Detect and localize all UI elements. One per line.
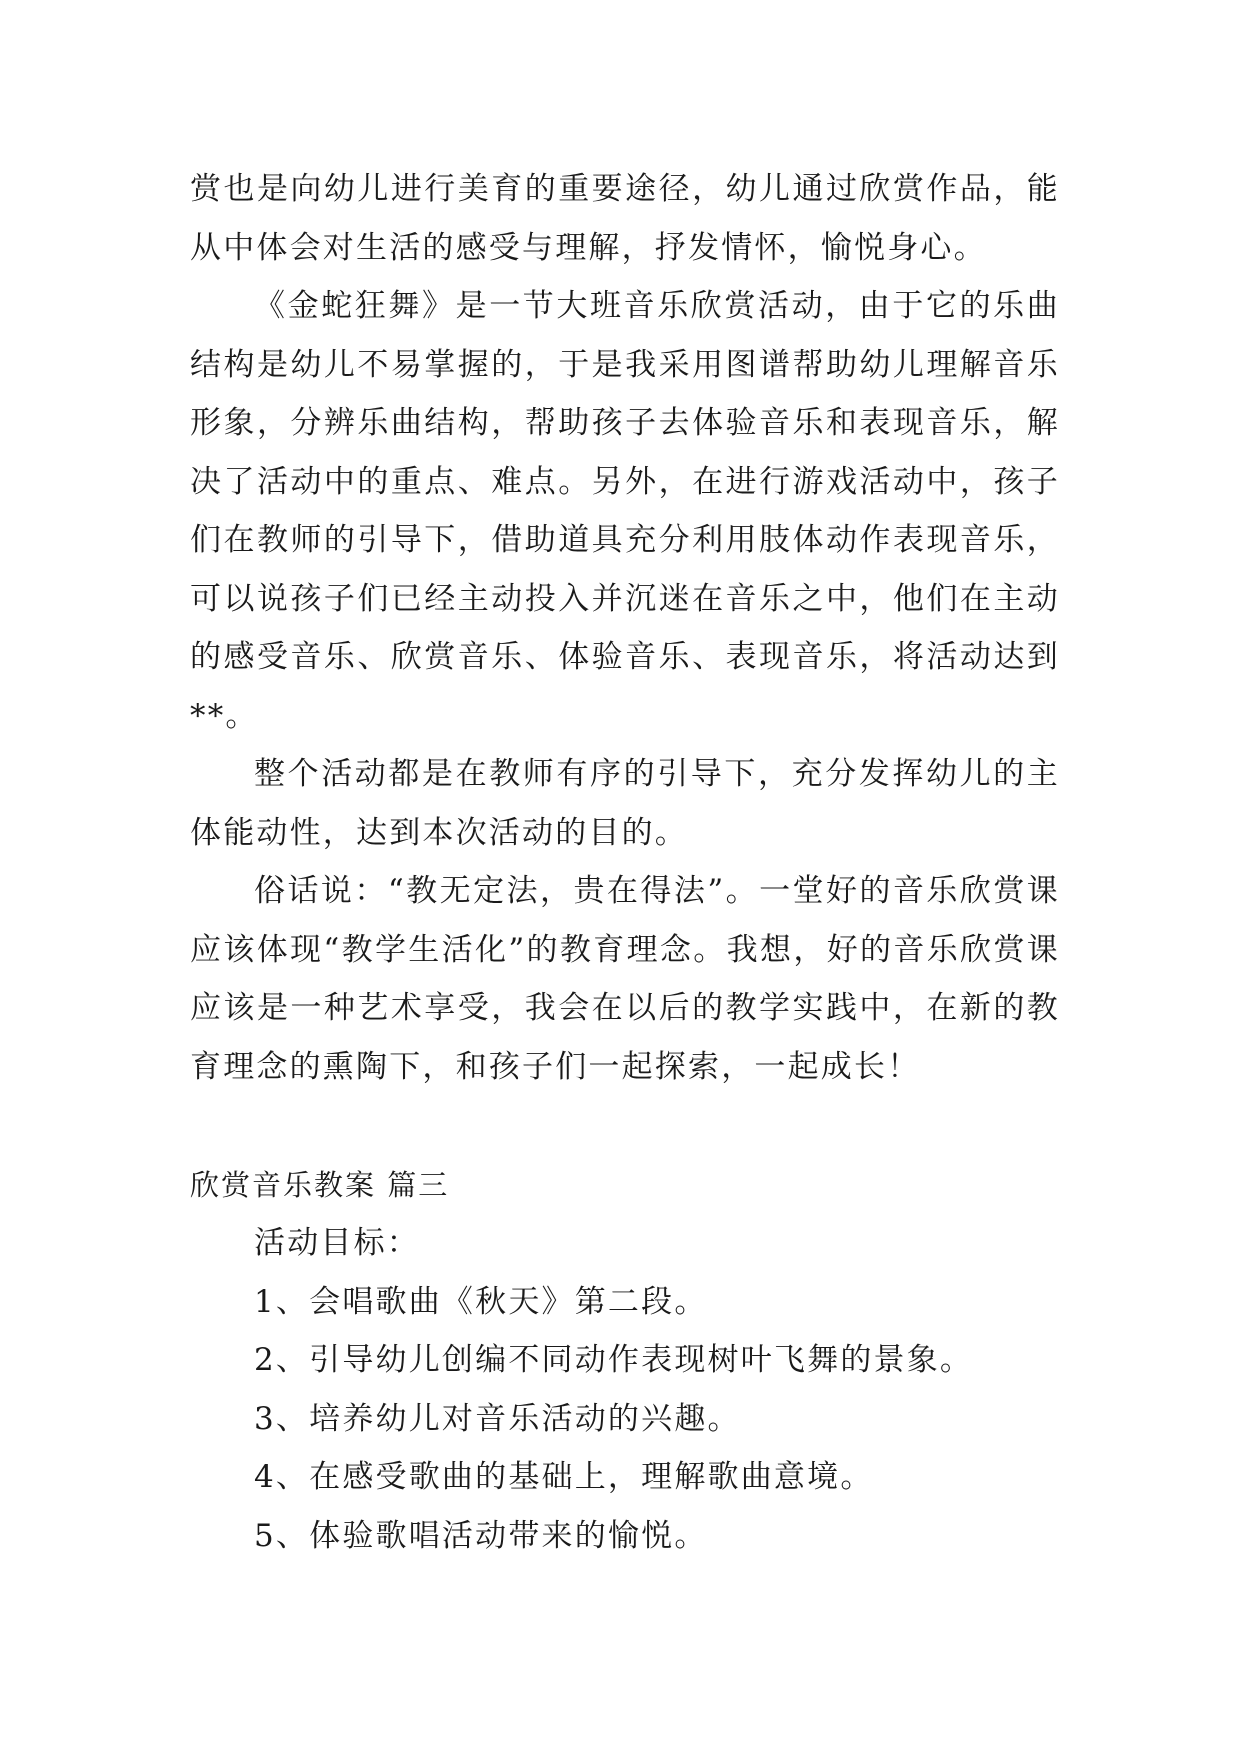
goals-heading: 活动目标： [254, 1225, 420, 1261]
goal-item: 4、在感受歌曲的基础上，理解歌曲意境。 [254, 1459, 874, 1495]
paragraph-teaching-philosophy: 俗话说：“教无定法，贵在得法”。一堂好的音乐欣赏课应该体现“教学生活化”的教育理念。我想，好的音乐欣赏课应该是一种艺术享受，我会在以后的教学实践中，在新的教育理念的熏陶下，和孩子们一起探索，一起成长！ [190, 873, 1060, 1085]
goal-item: 1、会唱歌曲《秋天》第二段。 [254, 1283, 708, 1320]
goals-list [190, 1273, 1060, 1566]
section-heading: 欣赏音乐教案 篇三 [190, 1168, 450, 1202]
paragraph-activity-summary: 整个活动都是在教师有序的引导下，充分发挥幼儿的主体能动性，达到本次活动的目的。 [190, 756, 1060, 851]
goal-item: 3、培养幼儿对音乐活动的兴趣。 [254, 1400, 741, 1437]
goal-item: 5、体验歌唱活动带来的愉悦。 [254, 1517, 708, 1554]
paragraph-continuation: 赏也是向幼儿进行美育的重要途径，幼儿通过欣赏作品，能从中体会对生活的感受与理解，抒发情怀，愉悦身心。 [190, 171, 1060, 266]
goal-item: 2、引导幼儿创编不同动作表现树叶飞舞的景象。 [254, 1342, 974, 1378]
paragraph-jinshe-kuangwu: 《金蛇狂舞》是一节大班音乐欣赏活动，由于它的乐曲结构是幼儿不易掌握的，于是我采用图谱帮助幼儿理解音乐形象，分辨乐曲结构，帮助孩子去体验音乐和表现音乐，解决了活动中的重点、难点。另外，在进行游戏活动中，孩子们在教师的引导下，借助道具充分利用肢体动作表现音乐，可以说孩子们已经主动投入并沉迷在音乐之中，他们在主动的感受音乐、欣赏音乐、体验音乐、表现音乐，将活动达到**。 [190, 288, 1060, 734]
document-body [190, 160, 1060, 1565]
